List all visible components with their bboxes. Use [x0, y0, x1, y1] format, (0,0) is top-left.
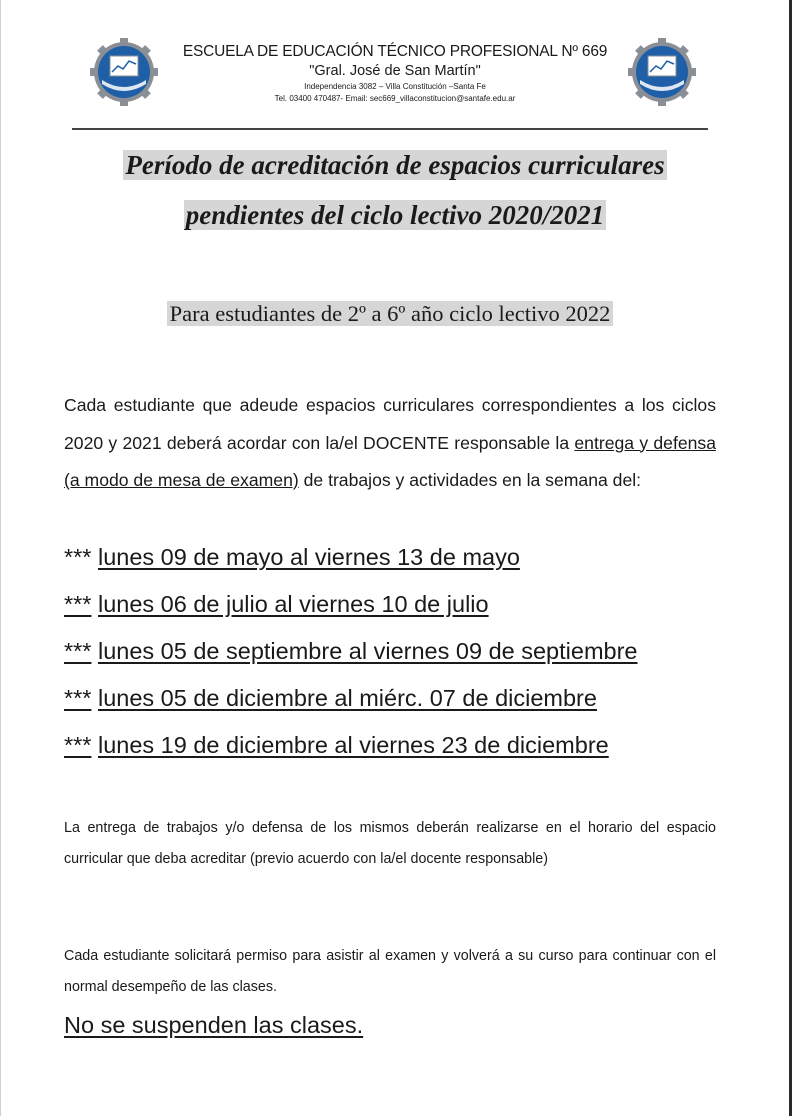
school-gear-emblem-icon: [628, 38, 696, 106]
date-item: [64, 534, 764, 581]
intro-underlined-text: entrega y defensa (a modo de mesa de examen): [64, 432, 716, 490]
intro-paragraph: [64, 387, 716, 500]
date-text: lunes 09 de mayo al viernes 13 de mayo: [97, 544, 520, 570]
date-bullet: ***: [64, 591, 92, 617]
closing-statement: No se suspenden las clases.: [64, 1012, 364, 1038]
intro-text-part-2: de trabajos y actividades en la semana del:: [298, 470, 642, 490]
date-text: lunes 05 de septiembre al viernes 09 de septiembre: [97, 638, 638, 664]
date-bullet: ***: [64, 544, 92, 570]
school-gear-emblem-icon: [90, 38, 158, 106]
date-item: [64, 722, 764, 769]
document-subtitle: [0, 297, 780, 331]
delivery-note: La entrega de trabajos y/o defensa de los mismos deberán realizarse en el horario del espacio curricular que deba acreditar (previo acuerdo con la/el docente responsable): [64, 820, 716, 867]
date-text: lunes 06 de julio al viernes 10 de julio: [97, 591, 489, 617]
date-list: [64, 534, 764, 769]
title-line-2-text: pendientes del ciclo lectivo 2020/2021: [185, 200, 605, 230]
header-divider: [72, 128, 708, 130]
school-address: Independencia 3082 – Villa Constitución –Santa Fe: [304, 82, 486, 91]
date-bullet: ***: [64, 638, 92, 664]
date-text: lunes 05 de diciembre al miérc. 07 de diciembre: [97, 685, 597, 711]
document-title-line-1: [0, 146, 790, 184]
date-item: [64, 581, 764, 628]
date-bullet: ***: [64, 685, 92, 711]
title-line-1-text: Período de acreditación de espacios curriculares: [125, 150, 665, 180]
date-text: lunes 19 de diciembre al viernes 23 de diciembre: [97, 732, 609, 758]
date-bullet: ***: [64, 732, 92, 758]
date-item: [64, 675, 764, 722]
permission-note: Cada estudiante solicitará permiso para asistir al examen y volverá a su curso para continuar con el normal desempeño de las clases.: [64, 948, 716, 995]
document-title-line-2: [0, 196, 790, 234]
subtitle-text: Para estudiantes de 2º a 6º año ciclo lectivo 2022: [167, 301, 614, 326]
school-motto: "Gral. José de San Martín": [309, 63, 481, 79]
school-name: ESCUELA DE EDUCACIÓN TÉCNICO PROFESIONAL Nº 669: [182, 43, 608, 60]
school-contact: Tel. 03400 470487- Email: sec669_villaconstitucion@santafe.edu.ar: [274, 94, 516, 103]
date-item: [64, 628, 764, 675]
school-letterhead: [160, 42, 630, 105]
intro-text-part-1: Cada estudiante que adeude espacios curriculares correspondientes a los ciclos 2020 y 2021 deberá acordar con la/el DOCENTE responsable la: [64, 395, 716, 453]
